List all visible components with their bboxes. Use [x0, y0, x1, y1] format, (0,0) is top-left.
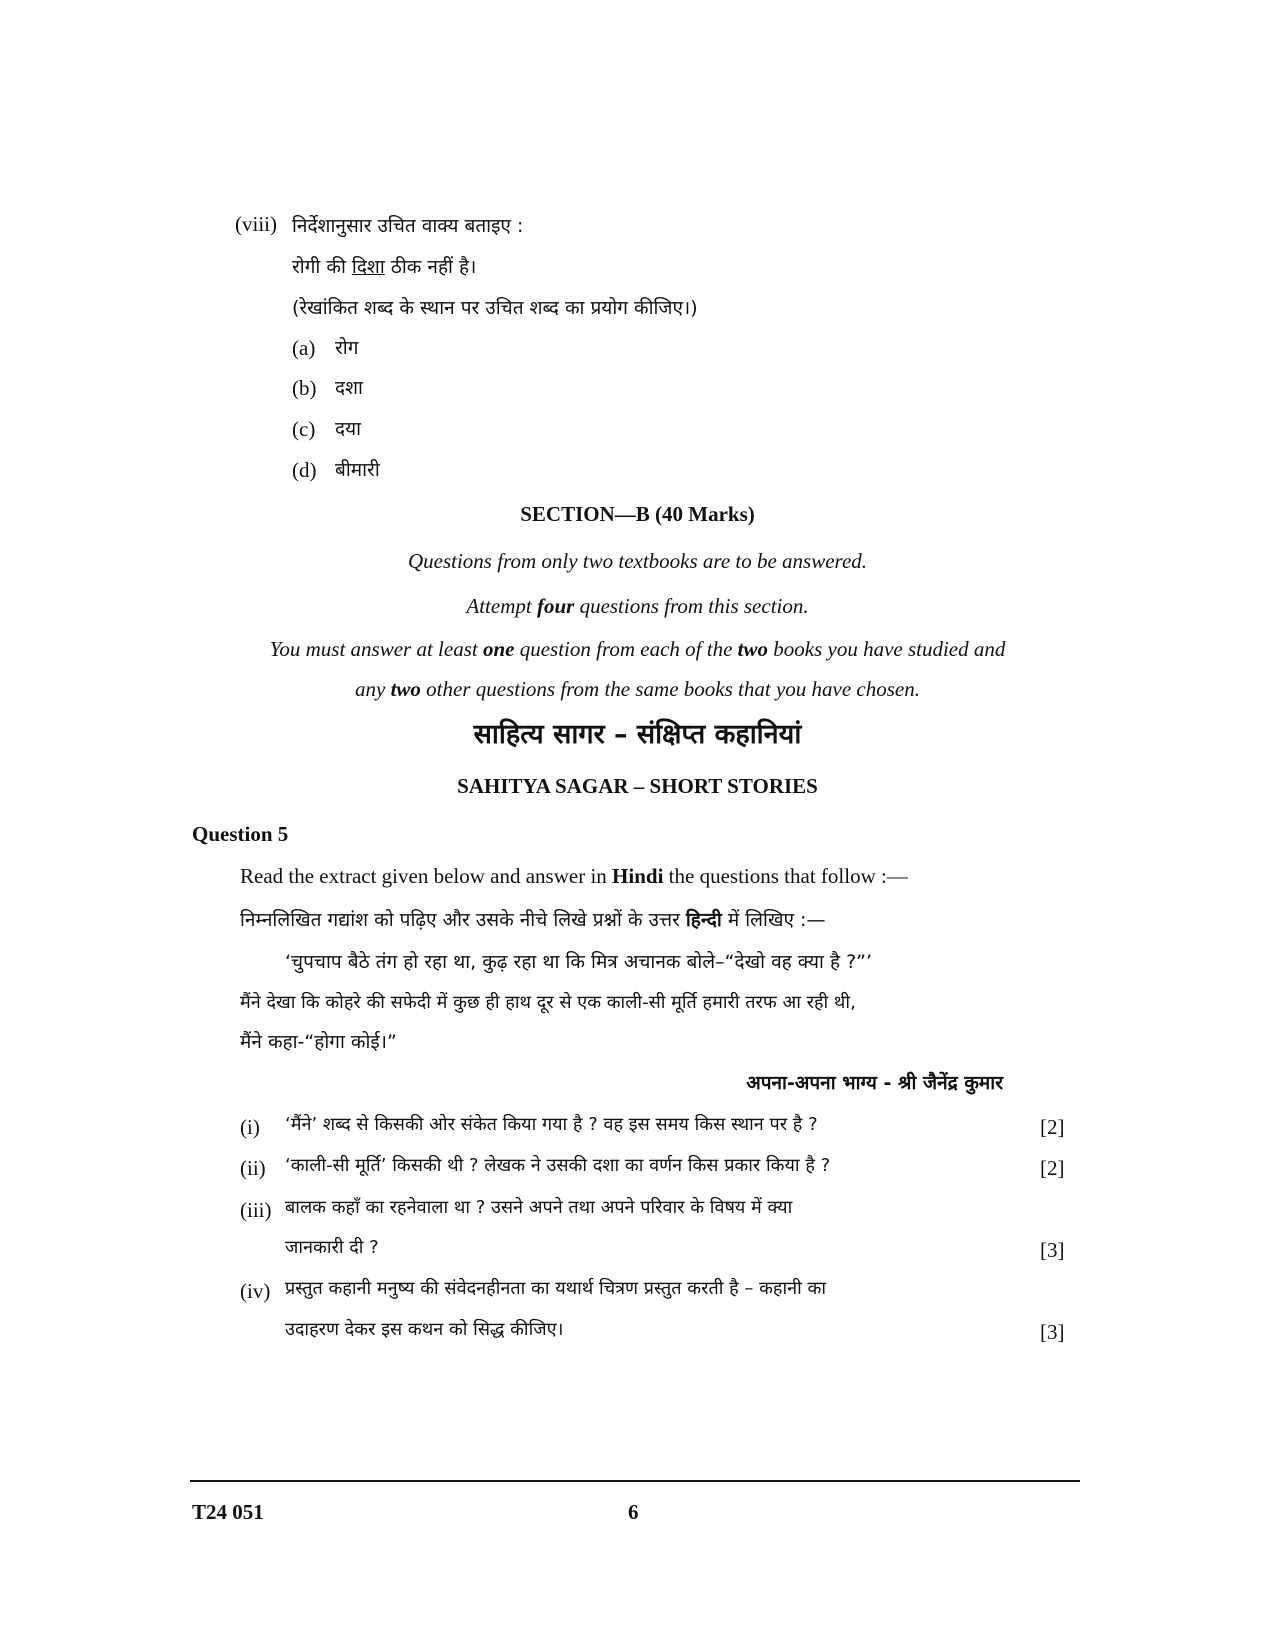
line2-bold: four	[536, 594, 575, 618]
line3-e: books you have studied and	[768, 637, 1006, 661]
section-line1: Questions from only two textbooks are to be answered.	[407, 549, 868, 573]
section-line4	[0, 677, 1275, 702]
subq-1-marks: [2]	[1040, 1115, 1065, 1139]
line4-b: two	[390, 677, 421, 701]
q-viii-note: (रेखांकित शब्द के स्थान पर उचित शब्द का प्रयोग कीजिए।)	[292, 297, 698, 319]
instr-hi-pre: निम्नलिखित गद्यांश को पढ़िए और उसके नीचे लिखे प्रश्नों के उत्तर	[240, 909, 686, 931]
footer-code: T24 051	[192, 1500, 264, 1524]
subq-4-number: (iv)	[240, 1279, 271, 1303]
instr-hi-bold: हिन्दी	[685, 909, 722, 931]
line3-a: You must answer at least	[269, 637, 483, 661]
subq-1-text: ‘मैंने’ शब्द से किसकी ओर संकेत किया गया है ? वह इस समय किस स्थान पर है ?	[285, 1114, 818, 1135]
instruction-hindi	[240, 906, 825, 932]
instr-hi-post: में लिखिए :—	[721, 909, 826, 931]
line3-d: two	[737, 637, 768, 661]
underlined-word: दिशा	[351, 256, 385, 278]
sentence-pre: रोगी की	[292, 256, 352, 278]
option-c-label: (c)	[292, 417, 316, 441]
subq-2-text: ‘काली-सी मूर्ति’ किसकी थी ? लेखक ने उसकी दशा का वर्णन किस प्रकार किया है ?	[285, 1155, 831, 1176]
extract-line-1: ‘चुपचाप बैठे तंग हो रहा था, कुढ़ रहा था कि मित्र अचानक बोले–“देखो वह क्या है ?”’	[285, 951, 873, 973]
option-d-text: बीमारी	[335, 459, 380, 481]
q-viii-instruction: निर्देशानुसार उचित वाक्य बताइए :	[292, 215, 524, 237]
subq-3-marks: [3]	[1040, 1238, 1065, 1262]
subq-3-text-cont: जानकारी दी ?	[285, 1237, 379, 1258]
extract-line-3: मैंने कहा-“होगा कोई।”	[240, 1031, 397, 1053]
instruction-english	[240, 864, 908, 889]
subq-4-text: प्रस्तुत कहानी मनुष्य की संवेदनहीनता का यथार्थ चित्रण प्रस्तुत करती है – कहानी का	[285, 1278, 827, 1299]
instr-en-post: the questions that follow :—	[663, 864, 908, 888]
question-heading: Question 5	[192, 822, 289, 846]
option-a-label: (a)	[292, 336, 316, 360]
extract-line-2: मैंने देखा कि कोहरे की सफेदी में कुछ ही हाथ दूर से एक काली-सी मूर्ति हमारी तरफ आ रही थी,	[240, 992, 856, 1013]
page-number: 6	[628, 1500, 639, 1524]
line3-b: one	[482, 637, 515, 661]
option-b-label: (b)	[292, 376, 317, 400]
instr-en-bold: Hindi	[612, 864, 664, 888]
option-b-text: दशा	[335, 377, 363, 399]
section-line3	[0, 637, 1275, 662]
option-c-text: दया	[335, 418, 362, 440]
subq-3-text: बालक कहाँ का रहनेवाला था ? उसने अपने तथा अपने परिवार के विषय में क्या	[285, 1197, 793, 1218]
subq-4-marks: [3]	[1040, 1320, 1065, 1344]
option-a-text: रोग	[335, 337, 359, 359]
book-english-title: SAHITYA SAGAR – SHORT STORIES	[457, 774, 818, 798]
line2-pre: Attempt	[466, 594, 537, 618]
instr-en-pre: Read the extract given below and answer in	[240, 864, 613, 888]
book-hindi-title: साहित्य सागर – संक्षिप्त कहानियां	[473, 719, 802, 750]
q-viii-number: (viii)	[235, 212, 277, 236]
line4-c: other questions from the same books that you have chosen.	[420, 677, 920, 701]
section-title: SECTION—B (40 Marks)	[520, 502, 755, 526]
line3-c: question from each of the	[514, 637, 738, 661]
line2-post: questions from this section.	[574, 594, 809, 618]
sentence-post: ठीक नहीं है।	[384, 256, 477, 278]
option-d-label: (d)	[292, 458, 317, 482]
line4-a: any	[355, 677, 391, 701]
extract-source: अपना-अपना भाग्य - श्री जैनेंद्र कुमार	[746, 1072, 1003, 1094]
footer-rule	[190, 1480, 1080, 1482]
subq-2-number: (ii)	[240, 1156, 266, 1180]
subq-4-text-cont: उदाहरण देकर इस कथन को सिद्ध कीजिए।	[285, 1319, 564, 1340]
section-line2	[0, 594, 1275, 619]
subq-1-number: (i)	[240, 1115, 260, 1139]
subq-2-marks: [2]	[1040, 1156, 1065, 1180]
q-viii-sentence	[292, 253, 476, 279]
subq-3-number: (iii)	[240, 1198, 272, 1222]
